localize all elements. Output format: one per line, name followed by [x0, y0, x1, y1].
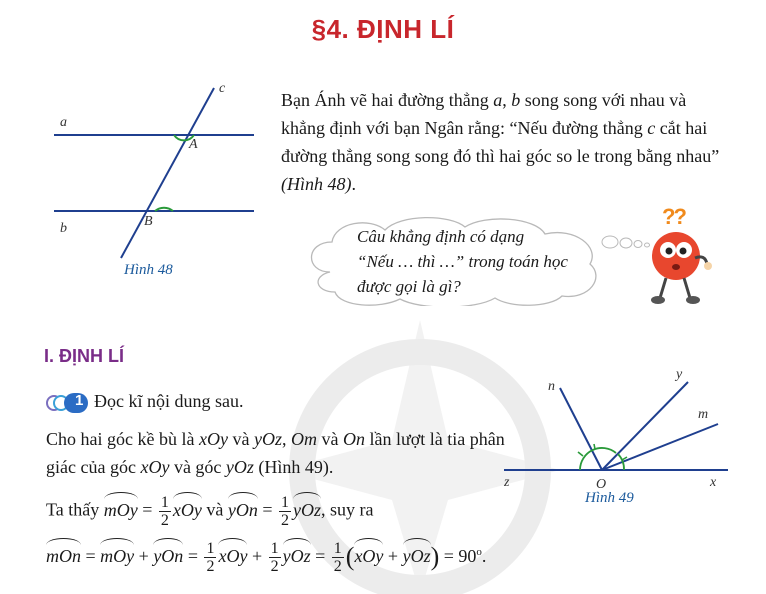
angle-yOn-2: yOn — [153, 542, 183, 570]
fig48-label-A: A — [189, 137, 198, 152]
angle-xOy-arc: xOy — [173, 496, 202, 524]
figure-49 — [496, 360, 736, 490]
body-and-4: và — [201, 499, 228, 520]
frac-num: 1 — [333, 540, 342, 558]
paren-open: ( — [345, 542, 355, 571]
angle-yOz-3: yOz — [283, 542, 311, 570]
angle-yOn: yOn — [228, 496, 258, 524]
fraction-half-4 — [269, 540, 281, 575]
equals-4: = — [183, 546, 203, 566]
intro-var-a: a — [493, 90, 503, 110]
fig49-label-m: m — [698, 407, 709, 422]
intro-sep: , — [502, 90, 512, 110]
angle-xOy: xOy — [198, 429, 228, 449]
intro-var-c: c — [647, 118, 656, 138]
angle-xOy-3: xOy — [218, 542, 247, 570]
fraction-half-3 — [204, 540, 216, 575]
figure-48 — [46, 80, 268, 280]
angle-yOz-arc: yOz — [293, 496, 321, 524]
equals-3: = — [81, 546, 101, 566]
body-text-2: lần lượt là tia phân giác của góc — [46, 429, 505, 477]
fraction-half-5 — [332, 540, 344, 575]
frac-num: 1 — [270, 540, 279, 558]
fig49-label-z: z — [504, 475, 510, 490]
intro-var-b: b — [511, 90, 521, 110]
frac-num: 1 — [206, 540, 215, 558]
section-heading: I. ĐỊNH LÍ — [44, 346, 124, 366]
body-and-3: và góc — [169, 457, 226, 477]
fig48-label-c: c — [219, 81, 226, 96]
fig48-label-b: b — [60, 221, 67, 236]
body-paragraph — [46, 425, 506, 481]
intro-text-1: Bạn Ánh vẽ hai đường thẳng — [281, 90, 494, 110]
fig48-label-B: B — [144, 214, 153, 229]
ray-On-line — [560, 388, 602, 470]
frac-num: 1 — [281, 494, 290, 511]
activity-number: 1 — [75, 392, 84, 409]
angle-yOz-4: yOz — [403, 542, 431, 570]
equals-2: = — [257, 499, 278, 520]
frac-den: 2 — [281, 512, 290, 529]
figure-49-caption: Hình 49 — [585, 490, 634, 506]
fraction-half-2 — [279, 494, 291, 529]
plus-2: + — [247, 546, 267, 566]
body-text-1: Cho hai góc kề bù là — [46, 429, 199, 449]
angle-mOy: mOy — [104, 496, 138, 524]
page-title: §4. ĐỊNH LÍ — [311, 14, 455, 44]
fraction-half-1 — [159, 494, 171, 529]
angle-yOz: yOz — [253, 429, 282, 449]
tick-2 — [594, 444, 595, 449]
line-c — [121, 88, 214, 258]
ray-Om-line — [602, 424, 718, 470]
tick-1 — [578, 452, 583, 456]
paren-close: ) — [430, 542, 440, 571]
equals-5: = — [310, 546, 330, 566]
angle-yOz-2: yOz — [225, 457, 254, 477]
body-figure-ref: (Hình 49). — [253, 457, 334, 477]
cloud-line-2: “Nếu … thì …” trong toán học — [357, 252, 568, 271]
frac-den: 2 — [333, 558, 342, 576]
frac-den: 2 — [206, 558, 215, 576]
equals-1: = — [137, 499, 157, 520]
ta-thay-text: Ta thấy — [46, 499, 104, 520]
formula-line-2 — [46, 538, 486, 575]
intro-figure-ref: (Hình 48) — [281, 174, 352, 194]
fig49-label-x: x — [710, 475, 717, 490]
frac-den: 2 — [270, 558, 279, 576]
question-marks: ?? — [662, 204, 685, 229]
intro-paragraph — [281, 86, 731, 198]
angle-mOy-2: mOy — [100, 542, 134, 570]
intro-text-3: cắt hai đường thẳng song song đó thì hai góc so le trong bằng nhau” — [281, 118, 720, 166]
activity-badge-icon — [46, 392, 90, 414]
ray-Oy-line — [602, 382, 688, 470]
intro-end: . — [351, 174, 356, 194]
degree-sign: o — [476, 546, 482, 558]
activity-1 — [46, 391, 243, 414]
fig49-label-y: y — [676, 367, 683, 382]
activity-text: Đọc kĩ nội dung sau. — [94, 391, 244, 411]
fig49-label-n: n — [548, 379, 555, 394]
fig48-label-a: a — [60, 115, 67, 130]
ray-Om: Om — [290, 429, 317, 449]
cloud-line-1: Câu khẳng định có dạng — [357, 227, 525, 246]
suy-ra-text: , suy ra — [321, 499, 374, 520]
body-comma: , — [281, 429, 291, 449]
intro-text-2: song song với nhau và khẳng định với bạn Ngân rằng: “Nếu đường thẳng — [281, 90, 687, 138]
body-end: . — [481, 546, 487, 566]
frac-num: 1 — [160, 494, 169, 511]
frac-den: 2 — [160, 512, 169, 529]
body-and: và — [227, 429, 254, 449]
plus-3: + — [383, 546, 403, 566]
plus-1: + — [134, 546, 154, 566]
result-value: = 90 — [439, 546, 477, 566]
figure-48-caption: Hình 48 — [124, 262, 173, 278]
cloud-question — [357, 224, 617, 299]
angle-xOy-2: xOy — [140, 457, 170, 477]
ray-On: On — [342, 429, 365, 449]
cloud-line-3: được gọi là gì? — [357, 277, 461, 296]
angle-xOy-4: xOy — [354, 542, 383, 570]
fig49-label-O: O — [596, 477, 607, 490]
body-and-2: và — [316, 429, 343, 449]
angle-mOn: mOn — [46, 542, 81, 570]
mascot-icon — [640, 226, 716, 306]
formula-line-1 — [46, 494, 374, 529]
